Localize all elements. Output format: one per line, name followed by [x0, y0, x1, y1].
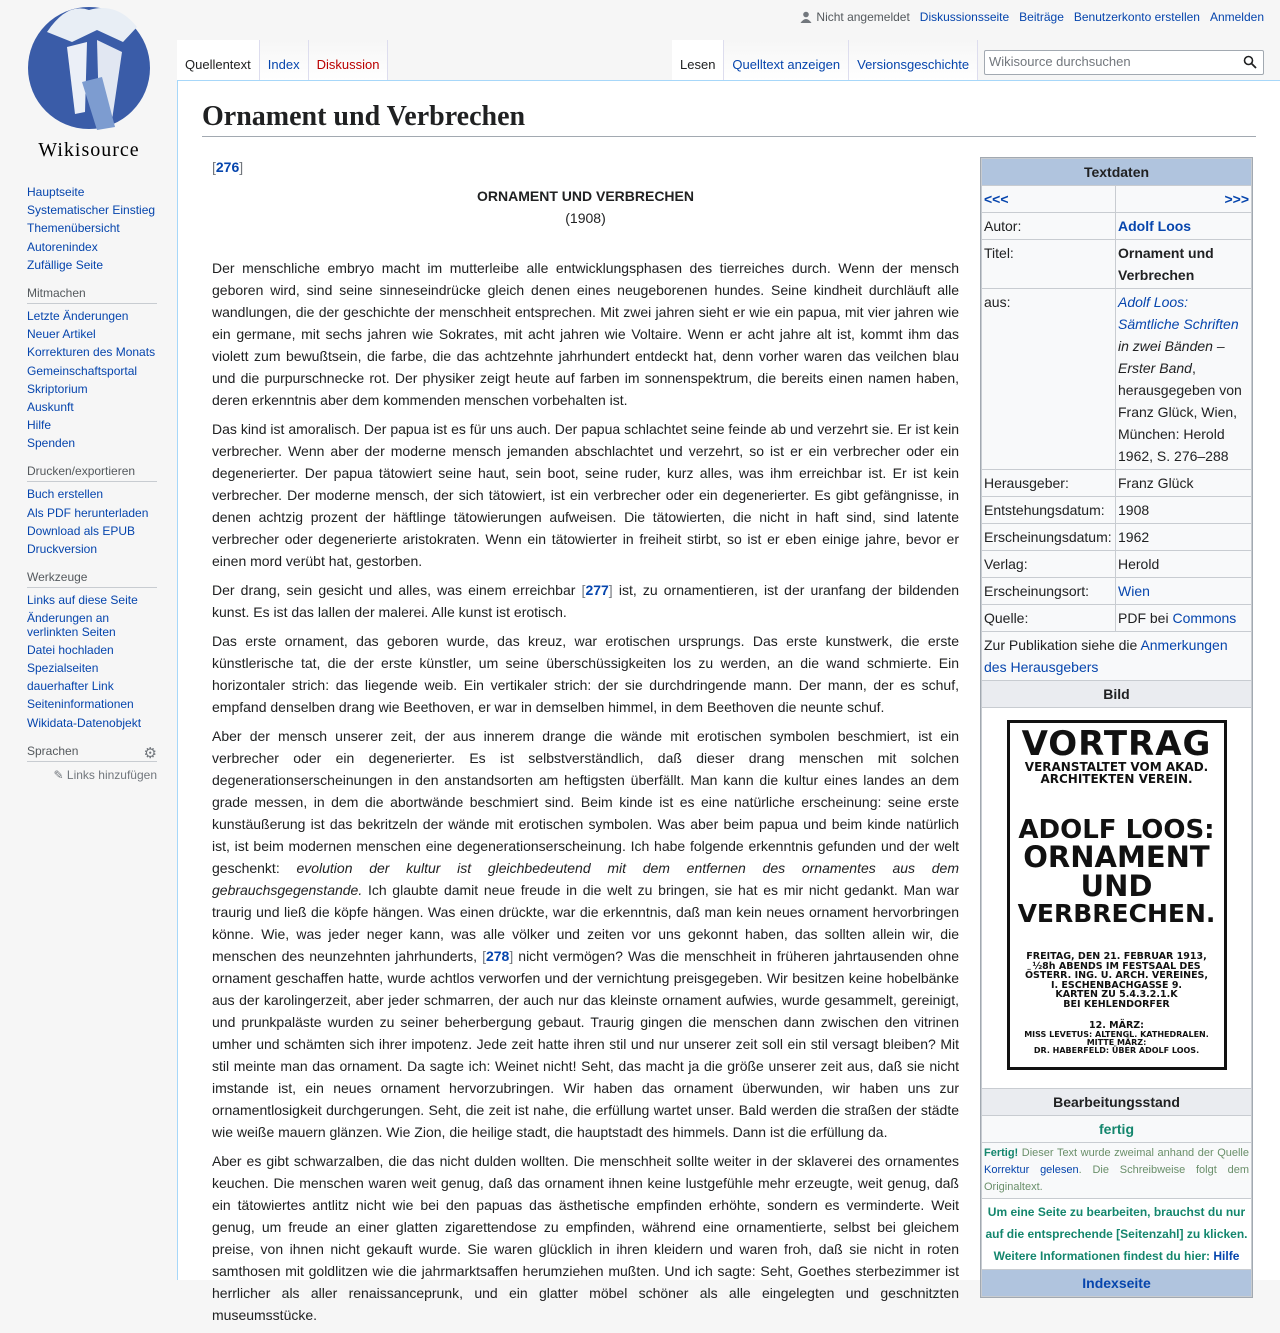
search-icon[interactable] [1243, 55, 1257, 69]
tab-quelltext-anzeigen[interactable]: Quelltext anzeigen [724, 40, 849, 80]
sidebar-item-dauerhafter-link[interactable]: dauerhafter Link [27, 679, 114, 694]
paragraph: Der menschliche embryo macht im mutterleibe alle entwicklungsphasen des tierreiches durch. Wenn der mensch geboren wird, sind seine sinneseindrücke gleich denen eines neugeborenen hundes. Seine kindheit durchläuft alle wandlungen, die der geschichte der menschheit entsprechen. Mit zwei jahren sieht er wie ein papua, mit vier jahren wie ein germane, mit sechs jahren wie Sokrates, mit acht jahren wie Voltaire. Wenn er acht jahre alt ist, kommt ihm das violett zum bewußtsein, die farbe, die das achtzehnte jahrhundert entdeckt hat, denn vorher waren das veilchen blau und die purpurschnecke rot. Der physiker zeigt heute auf farben im sonnenspektrum, die bereits einen namen haben, deren erkenntnis aber dem kommenden menschen vorbehalten ist. [212, 260, 959, 408]
infobox-key: Entstehungsdatum: [982, 497, 1116, 524]
sidebar-heading: Drucken/exportieren [27, 464, 157, 482]
sidebar-item-seiteninformationen[interactable]: Seiteninformationen [27, 697, 134, 712]
sidebar-item-spezialseiten[interactable]: Spezialseiten [27, 660, 99, 675]
article-year: (1908) [565, 210, 606, 226]
korrektur-link[interactable]: Korrektur [984, 1164, 1030, 1176]
tab-versionsgeschichte[interactable]: Versionsgeschichte [849, 40, 978, 80]
prev-link[interactable]: <<< [984, 191, 1009, 207]
sidebar-werkzeuge [27, 570, 157, 730]
sidebar-item-druckversion[interactable]: Druckversion [27, 542, 98, 556]
infobox-key: Herausgeber: [982, 470, 1116, 497]
bearbeitungsstand-header: Bearbeitungsstand [982, 1089, 1252, 1116]
infobox-key: Erscheinungsort: [982, 578, 1116, 605]
tab-index[interactable]: Index [260, 40, 309, 80]
next-link[interactable]: >>> [1224, 191, 1249, 207]
emphasis: evolution der kultur ist gleichbedeutend mit dem entfernen des ornamentes aus dem gebrauchsgegenstande. [212, 860, 960, 898]
edit-note: Um eine Seite zu bearbeiten, brauchst du nur auf die entsprechende [Seitenzahl] zu klicken. Weitere Informationen findest du hier: Hilfe [982, 1199, 1252, 1270]
personal-tools [800, 10, 1264, 24]
user-status-text: Nicht angemeldet [816, 10, 910, 24]
sidebar-item-neuer-artikel[interactable]: Neuer Artikel [27, 327, 96, 342]
poster-cell [982, 708, 1252, 1089]
page-number-link[interactable]: 277 [585, 582, 609, 598]
paragraph: Aber der mensch unserer zeit, der aus innerem drange die wände mit erotischen symbolen beschmiert, ist ein verbrecher oder ein degenerierter. Es ist selbstverständlich, daß dieser drang menschen mit solchen degenerationserscheinungen in den anstandsorten am heftigsten überfällt. Man kann die kultur eines landes an dem grade messen, in dem die abortwände beschmiert sind. Beim kinde ist es eine natürliche erscheinung: seine erste kunstäußerung ist das bekritzeln der wände mit erotischen symbolen. Was aber beim papua und beim kinde natürlich ist, ist beim modernen menschen eine degenerationserscheinung. Ich habe folgende erkenntnis gefunden und der welt geschenkt: evolution der kultur ist gleichbedeutend mit dem entfernen des ornamentes aus dem gebrauchsgegenstande. Ich glaubte damit neue freude in die welt zu bringen, sie hat es mir nicht gedankt. Man war traurig und ließ die köpfe hängen. Was einen drückte, war die erkenntnis, daß man kein neues ornament hervorbringen könne. Wie, was jeder neger kann, was alle völker und zeiten vor uns gekonnt haben, das sollten allein wir, die menschen des neunzehnten jahrhunderts, [278] nicht vermögen? Was die menschheit in früheren jahrtausenden ohne ornament geschaffen hatte, wurde achtlos verworfen und der vernichtung preisgegeben. Wir besitzen keine hobelbänke aus der karolingerzeit, aber jeder schmarren, der auch nur das kleinste ornament aufwies, wurde gesammelt, gereinigt, und prunkpaläste wurden zu seiner beherbergung gebaut. Traurig gingen die menschen dann zwischen den vitrinen umher und schämten sich ihrer impotenz. Jede zeit hatte ihren stil und nur unserer zeit soll ein stil versagt bleiben? Mit stil meinte man das ornament. Da sagte ich: Weinet nicht! Seht, das macht ja die größe unserer zeit aus, daß sie nicht imstande ist, ein neues ornament hervorzubringen. Wir haben das ornament überwunden, wir haben uns zur ornamentlosigkeit durchgerungen. Seht, die zeit ist nahe, die erfüllung wartet unser. Bald werden die straßen der städte wie weiße mauern glänzen. Wie Zion, die heilige stadt, die hauptstadt des himmels. Dann ist die erfüllung da. [212, 728, 960, 1140]
infobox-title-value: Ornament und Verbrechen [1116, 240, 1252, 289]
hilfe-link[interactable]: Hilfe [1213, 1249, 1240, 1263]
page-marker: [276] [212, 159, 244, 175]
tab-diskussion[interactable]: Diskussion [309, 40, 389, 80]
infobox-key: Erscheinungsdatum: [982, 524, 1116, 551]
fertig-note: Fertig! Dieser Text wurde zweimal anhand der Quelle Korrektur gelesen. Die Schreibweise folgt dem Originaltext. [982, 1143, 1252, 1199]
namespace-tabs [177, 40, 388, 80]
status-value: fertig [982, 1116, 1252, 1143]
infobox-source-value: Adolf Loos: Sämtliche Schriften in zwei Bänden – Erster Band, herausgegeben von Franz Glück, Wien, München: Herold 1962, S. 276–288 [1116, 289, 1252, 470]
sidebar-item-wikidata[interactable]: Wikidata-Datenobjekt [27, 715, 142, 730]
wordmark: Wikisource [38, 139, 140, 160]
search-placeholder: Wikisource durchsuchen [989, 54, 1131, 69]
tab-lesen[interactable]: Lesen [672, 40, 724, 80]
infobox-header: Textdaten [982, 159, 1252, 186]
page-number-link[interactable]: 276 [215, 159, 240, 175]
wikisource-logo[interactable] [27, 2, 151, 160]
sidebar-heading: Mitmachen [27, 286, 157, 304]
sidebar-main [27, 186, 157, 272]
sidebar-item-links-auf-seite[interactable]: Links auf diese Seite [27, 593, 138, 608]
paragraph: Das erste ornament, das geboren wurde, das kreuz, war erotischen ursprungs. Das erste kunstwerk, die erste künstlerische tat, die der erste künstler, um seine überschüssigkeiten los zu werden, an die wand schmierte. Ein horizontaler strich: das liegende weib. Ein vertikaler strich: der sie durchdringende mann. Der mann, der es schuf, empfand denselben drang wie Beethoven, er war in demselben himmel, in dem Beethoven die neunte schuf. [212, 633, 959, 715]
sidebar [27, 186, 157, 796]
add-links[interactable] [27, 768, 157, 782]
sidebar-item-datei-hochladen[interactable]: Datei hochladen [27, 642, 114, 657]
sidebar-mitmachen [27, 286, 157, 451]
textdaten-infobox: Textdaten <<< >>> Autor: Adolf Loos Titel: Ornament und Verbrechen aus: Adolf Loos: Sämtliche Schriften in zwei Bänden – Erster Band, herausgegeben von Franz Glück, Wien, München: Herold 1962, S. 276–288 Herausgeber: Franz Glück Entstehungsdatum: 1908 Erscheinungsdatum: 1962 Verlag: Herold Erscheinungsort: Wien Quelle: PDF bei Commons Zur Publikation siehe die Anmerkungen des Herausgebers Bild VORTRAG VERANSTALTET VOM AKAD. ARCHITEKTEN VEREIN. ADOLF LOOS: ORNAMENT UND VERBRECHEN. FREITAG, DEN 21. FEBRUAR 1913, ½8h ABENDS IM FESTSAAL DES ÖSTERR. ING. U. ARCH. VEREINES, I. ESCHENBACHGASSE 9. KARTEN ZU 5.4.3.2.1.K BEI KEHLENDORFER 12. MÄRZ: MISS LEVETUS: ALTENGL. KATHEDRALEN. MITTE MÄRZ: DR. HABERFELD: ÜBER ADOLF LOOS. Bearbeitungsstand fertig Fertig! Dieser Text wurde zweimal anhand der Quelle Korrektur gelesen. Die Schreibweise folgt dem Originaltext. Um eine Seite zu bearbeiten, brauchst du nur auf die entsprechende [Seitenzahl] zu klicken. Weitere Informationen findest du hier: Hilfe Indexseite [980, 157, 1253, 1298]
schriften-link[interactable]: Adolf Loos: Sämtliche Schriften [1118, 294, 1239, 332]
sidebar-item-autorenindex[interactable]: Autorenindex [27, 239, 98, 254]
indexseite-link[interactable]: Indexseite [1082, 1275, 1151, 1291]
infobox-value: 1908 [1116, 497, 1252, 524]
sidebar-item-zufaellige-seite[interactable]: Zufällige Seite [27, 257, 104, 272]
publication-note: Zur Publikation siehe die Anmerkungen des Herausgebers [982, 632, 1252, 681]
sidebar-heading: Sprachen [27, 744, 157, 762]
sidebar-item-spenden[interactable]: Spenden [27, 436, 76, 451]
commons-link[interactable]: Commons [1172, 610, 1237, 626]
article-text [212, 156, 959, 1333]
infobox-key: Autor: [982, 213, 1116, 240]
sidebar-item-letzte-aenderungen[interactable]: Letzte Änderungen [27, 308, 129, 323]
sidebar-item-hilfe[interactable]: Hilfe [27, 418, 52, 433]
author-link[interactable]: Adolf Loos [1118, 218, 1192, 234]
pencil-icon: ✎ [53, 767, 64, 782]
wien-link[interactable]: Wien [1118, 583, 1150, 599]
paragraph: Das kind ist amoralisch. Der papua ist es für uns auch. Der papua schlachtet seine feinde ab und verzehrt sie. Er ist kein verbrecher. Wenn aber der moderne mensch jemanden abschlachtet und verzehrt, so ist er ein verbrecher oder ein degenerierter. Der papua tätowiert seine haut, sein boot, seine ruder, kurz alles, was ihm erreichbar ist. Er ist kein verbrecher. Der moderne mensch, der sich tätowiert, ist ein verbrecher oder ein degenerierter. Es gibt gefängnisse, in denen achtzig prozent der häftlinge tätowierungen aufweisen. Die tätowierten, die nicht in haft sind, sind latente verbrecher oder degenerierte aristokraten. Wenn ein tätowierter in freiheit stirbt, so ist er eben einige jahre, bevor er einen mord verübt hat, gestorben. [212, 421, 959, 569]
sidebar-item-hauptseite[interactable]: Hauptseite [27, 185, 85, 199]
sidebar-sprachen [27, 744, 157, 782]
poster-image[interactable]: VORTRAG VERANSTALTET VOM AKAD. ARCHITEKTEN VEREIN. ADOLF LOOS: ORNAMENT UND VERBRECHEN. FREITAG, DEN 21. FEBRUAR 1913, ½8h ABENDS IM FESTSAAL DES ÖSTERR. ING. U. ARCH. VEREINES, I. ESCHENBACHGASSE 9. KARTEN ZU 5.4.3.2.1.K BEI KEHLENDORFER 12. MÄRZ: MISS LEVETUS: ALTENGL. KATHEDRALEN. MITTE MÄRZ: DR. HABERFELD: ÜBER ADOLF LOOS. [1007, 720, 1227, 1070]
bild-header: Bild [982, 681, 1252, 708]
sidebar-heading: Werkzeuge [27, 570, 157, 588]
sidebar-item-korrekturen[interactable]: Korrekturen des Monats [27, 345, 156, 360]
paragraph: Der drang, sein gesicht und alles, was einem erreichbar [277] ist, zu ornamentieren, ist der uranfang der bildenden kunst. Es ist das lallen der malerei. Alle kunst ist erotisch. [212, 582, 960, 620]
sidebar-item-auskunft[interactable]: Auskunft [27, 399, 74, 414]
sidebar-item-buch-erstellen[interactable]: Buch erstellen [27, 487, 104, 502]
gear-icon[interactable]: ⚙ [143, 744, 157, 762]
infobox-value: Franz Glück [1116, 470, 1252, 497]
user-status [800, 10, 909, 24]
view-tabs [672, 40, 978, 80]
content-area [177, 80, 1280, 1323]
infobox-value: Herold [1116, 551, 1252, 578]
login-link[interactable]: Anmelden [1209, 10, 1264, 24]
infobox-value: 1962 [1116, 524, 1252, 551]
indexseite-header [982, 1270, 1252, 1297]
sidebar-item-pdf[interactable]: Als PDF herunterladen [27, 505, 149, 520]
infobox-key: Titel: [982, 240, 1116, 289]
gelesen-link[interactable]: gelesen [1040, 1164, 1079, 1176]
infobox-key: Verlag: [982, 551, 1116, 578]
tab-quellentext[interactable]: Quellentext [177, 40, 260, 80]
sidebar-item-aenderungen-verlinkt[interactable]: Änderungen an verlinkten Seiten [27, 611, 116, 639]
sidebar-item-gemeinschaftsportal[interactable]: Gemeinschaftsportal [27, 363, 138, 378]
sidebar-item-epub[interactable]: Download als EPUB [27, 523, 136, 538]
anmerkungen-link[interactable]: Anmerkungen des Herausgebers [984, 637, 1228, 675]
page-number-link[interactable]: 278 [485, 948, 510, 964]
sidebar-item-skriptorium[interactable]: Skriptorium [27, 381, 88, 396]
sidebar-drucken [27, 464, 157, 556]
add-links-label: Links hinzufügen [66, 767, 157, 782]
sidebar-item-themenuebersicht[interactable]: Themenübersicht [27, 221, 120, 236]
user-icon [800, 11, 812, 23]
sidebar-item-systematischer-einstieg[interactable]: Systematischer Einstieg [27, 203, 156, 218]
infobox-key: aus: [982, 289, 1116, 470]
article-heading: ORNAMENT UND VERBRECHEN [476, 188, 694, 204]
talk-link[interactable]: Diskussionsseite [919, 10, 1010, 24]
infobox-key: Quelle: [982, 605, 1116, 632]
create-account-link[interactable]: Benutzerkonto erstellen [1073, 10, 1200, 24]
paragraph: Aber es gibt schwarzalben, die das nicht dulden wollten. Die menschheit sollte weiter in der sklaverei des ornamentes keuchen. Die menschen waren weit genug, daß das ornament ihnen keine lustgefühle mehr erzeugte, weit genug, daß ein tätowiertes antlitz nicht wie bei den papuas das ästhetische empfinden erhöhte, sondern es verminderte. Weit genug, um freude an einer glatten zigarettendose zu empfinden, während eine ornamentierte, selbst bei gleichem preise, von ihnen nicht gekauft wurde. Sie waren glücklich in ihren kleidern und waren froh, daß sie nicht in roten samthosen mit goldlitzen wie die jahrmarktsaffen herumziehen mußten. Und ich sagte: Seht, Goethes sterbezimmer ist herrlicher als aller renaissanceprunk, und ein glatter möbel schöner als alle eingelegten und geschnitzten museumsstücke. [212, 1153, 959, 1323]
search-input[interactable] [984, 50, 1264, 75]
contributions-link[interactable]: Beiträge [1019, 10, 1064, 24]
page-title: Ornament und Verbrechen [202, 101, 1256, 137]
